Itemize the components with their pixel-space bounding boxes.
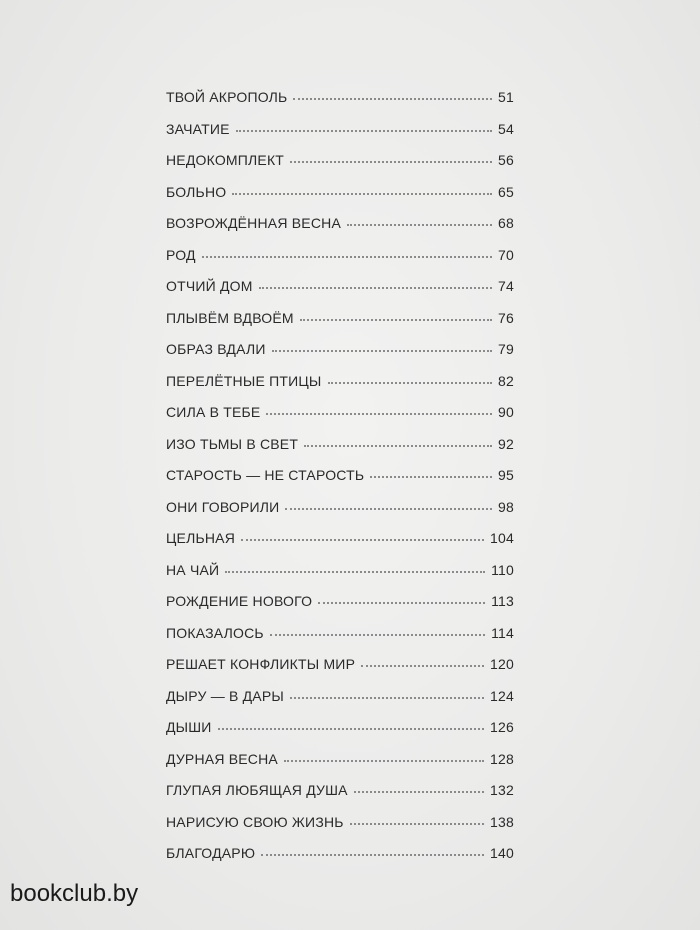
toc-entry-title: ТВОЙ АКРОПОЛЬ [166,89,288,105]
toc-entry-title: ОБРАЗ ВДАЛИ [166,341,266,357]
dot-leader [361,665,484,667]
dot-leader [241,539,484,541]
toc-entry-title: ПЛЫВЁМ ВДВОЁМ [166,309,294,326]
dot-leader [284,760,484,762]
toc-entry-page-number: 56 [498,152,514,168]
toc-entry-title: ОТЧИЙ ДОМ [166,278,253,294]
toc-entry [166,121,514,153]
dot-leader [300,319,492,321]
dot-leader [328,382,492,384]
toc-entry-page-number: 132 [490,782,514,798]
toc-entry-title: ОНИ ГОВОРИЛИ [166,498,280,515]
toc-entry-title: ЦЕЛЬНАЯ [166,530,236,546]
toc-entry [166,499,514,531]
toc-entry-page-number: 104 [490,530,514,546]
toc-entry-page-number: 79 [498,341,514,357]
toc-entry-page-number: 140 [490,845,514,861]
toc-entry-title: НА ЧАЙ [166,561,220,578]
toc-entry-page-number: 138 [490,813,514,830]
toc-entry [166,782,514,814]
toc-entry-page-number: 92 [498,435,514,452]
toc-entry-title: ИЗО ТЬМЫ В СВЕТ [166,435,299,452]
toc-entry-title: ДЫРУ — В ДАРЫ [166,687,284,704]
toc-entry-page-number: 74 [498,278,514,294]
toc-entry-title: НЕДОКОМПЛЕКТ [166,152,285,168]
toc-entry [166,814,514,846]
toc-entry-title: РОЖДЕНИЕ НОВОГО [166,593,313,609]
toc-entry-page-number: 98 [498,498,514,515]
toc-entry-page-number: 54 [498,120,514,137]
toc-entry [166,373,514,405]
dot-leader [232,193,492,195]
toc-entry-page-number: 70 [498,246,514,263]
toc-entry-title: ВОЗРОЖДЁННАЯ ВЕСНА [166,215,341,231]
toc-entry-title: ДУРНАЯ ВЕСНА [166,750,278,767]
toc-entry-page-number: 82 [498,372,514,389]
dot-leader [350,823,484,825]
toc-entry [166,688,514,720]
toc-entry-page-number: 68 [498,215,514,231]
dot-leader [272,350,492,352]
toc-entry-title: ПЕРЕЛЁТНЫЕ ПТИЦЫ [166,372,322,389]
toc-entry [166,751,514,783]
toc-entry [166,845,514,877]
toc-entry [166,625,514,657]
toc-entry [166,656,514,688]
dot-leader [304,445,492,447]
toc-entry [166,215,514,247]
toc-entry-title: ЗАЧАТИЕ [166,120,230,137]
toc-entry [166,310,514,342]
toc-entry [166,593,514,625]
dot-leader [318,602,485,604]
toc-entry-page-number: 120 [490,656,514,672]
dot-leader [259,287,492,289]
toc-entry [166,467,514,499]
dot-leader [266,413,492,415]
toc-entry-page-number: 65 [498,183,514,200]
dot-leader [293,98,492,100]
toc-entry [166,562,514,594]
toc-entry [166,184,514,216]
dot-leader [285,508,492,510]
toc-entry-page-number: 114 [491,624,514,641]
dot-leader [270,634,485,636]
toc-entry-page-number: 90 [498,404,514,420]
toc-entry-page-number: 113 [491,593,514,609]
toc-entry-title: СТАРОСТЬ — НЕ СТАРОСТЬ [166,467,365,483]
toc-entry [166,530,514,562]
toc-entry-page-number: 126 [490,719,514,735]
toc-entry-title: РЕШАЕТ КОНФЛИКТЫ МИР [166,656,356,672]
dot-leader [236,130,492,132]
dot-leader [290,697,484,699]
dot-leader [347,224,492,226]
toc-entry-title: БЛАГОДАРЮ [166,845,256,861]
dot-leader [218,728,484,730]
toc-entry [166,278,514,310]
toc-entry [166,247,514,279]
toc-entry [166,152,514,184]
dot-leader [261,854,484,856]
toc-entry-title: ГЛУПАЯ ЛЮБЯЩАЯ ДУША [166,782,348,798]
toc-entry [166,719,514,751]
toc-entry [166,341,514,373]
toc-entry-page-number: 76 [498,309,514,326]
toc-entry-page-number: 51 [498,89,514,105]
toc-entry [166,436,514,468]
dot-leader [370,476,492,478]
watermark: bookclub.by [10,880,139,907]
toc-entry-title: ДЫШИ [166,719,212,735]
toc-entry-page-number: 110 [491,561,514,578]
toc-entry-title: РОД [166,246,196,263]
toc-entry-title: БОЛЬНО [166,183,227,200]
dot-leader [202,256,492,258]
toc-entry-title: СИЛА В ТЕБЕ [166,404,261,420]
toc-entry-page-number: 124 [490,687,514,704]
toc-entry-page-number: 128 [490,750,514,767]
toc-entry-page-number: 95 [498,467,514,483]
dot-leader [354,791,484,793]
toc-entry [166,404,514,436]
toc-entry-title: НАРИСУЮ СВОЮ ЖИЗНЬ [166,813,344,830]
dot-leader [290,161,492,163]
dot-leader [225,571,485,573]
toc-entry-title: ПОКАЗАЛОСЬ [166,624,264,641]
table-of-contents [166,89,514,877]
toc-entry [166,89,514,121]
